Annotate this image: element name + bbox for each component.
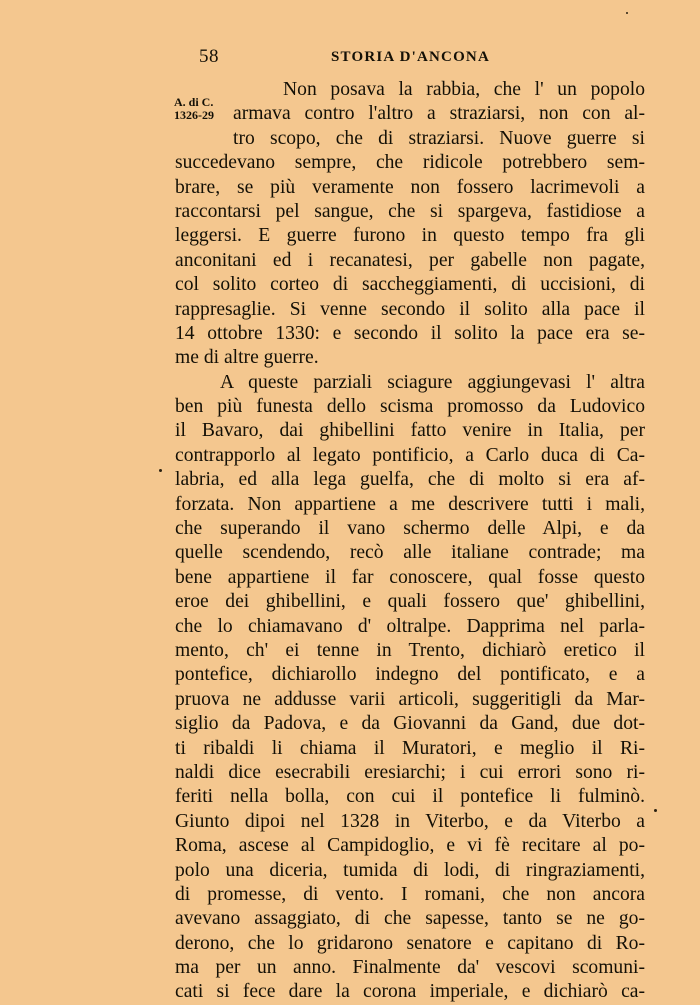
text-line: succedevano sempre, che ridicole potrebbero sem- xyxy=(175,152,645,174)
text-line: leggersi. E guerre furono in questo tempo fra gli xyxy=(175,225,645,247)
text-line: raccontarsi pel sangue, che si spargeva, fastidiose a xyxy=(175,200,645,222)
text-line: siglio da Padova, e da Giovanni da Gand, due dot- xyxy=(175,713,645,735)
text-line: labria, ed alla lega guelfa, che di molto si era af- xyxy=(175,469,645,491)
text-line: ma per un anno. Finalmente da' vescovi scomuni- xyxy=(175,957,645,979)
text-line: avevano assaggiato, di che sapesse, tanto se ne go- xyxy=(175,908,645,930)
text-line: armava contro l'altro a straziarsi, non con al- xyxy=(233,103,645,125)
text-line: mento, ch' ei tenne in Trento, dichiarò eretico il xyxy=(175,639,645,661)
text-line: che superando il vano schermo delle Alpi, e da xyxy=(175,518,645,540)
ink-speck xyxy=(626,12,628,14)
text-line: forzata. Non appartiene a me descrivere tutti i mali, xyxy=(175,493,645,515)
text-line: ti ribaldi li chiama il Muratori, e meglio il Ri- xyxy=(175,737,645,759)
text-line: rappresaglie. Si venne secondo il solito alla pace il xyxy=(175,298,645,320)
running-title: STORIA D'ANCONA xyxy=(331,49,490,65)
text-line: bene appartiene il far conoscere, qual fosse questo xyxy=(175,566,645,588)
text-line: naldi dice esecrabili eresiarchi; i cui errori sono ri- xyxy=(175,761,645,783)
margin-note-years: 1326-29 xyxy=(174,108,214,122)
text-line: anconitani ed i recanatesi, per gabelle non pagate, xyxy=(175,249,645,271)
text-line: che lo chiamavano d' oltralpe. Dapprima nel parla- xyxy=(175,615,645,637)
text-line: cati si fece dare la corona imperiale, e dichiarò ca- xyxy=(175,981,645,1003)
body-text xyxy=(175,78,645,1005)
text-line: 14 ottobre 1330: e secondo il solito la pace era se- xyxy=(175,322,645,344)
text-line: col solito corteo di saccheggiamenti, di uccisioni, di xyxy=(175,274,645,296)
text-line: feriti nella bolla, con cui il pontefice li fulminò. xyxy=(175,786,645,808)
text-line: contrapporlo al legato pontificio, a Carlo duca di Ca- xyxy=(175,444,645,466)
text-line: eroe dei ghibellini, e quali fossero que' ghibellini, xyxy=(175,591,645,613)
text-line: derono, che lo gridarono senatore e capitano di Ro- xyxy=(175,932,645,954)
text-line: di promesse, di vento. I romani, che non ancora xyxy=(175,883,645,905)
text-line: Roma, ascese al Campidoglio, e vi fè recitare al po- xyxy=(175,835,645,857)
text-line: il Bavaro, dai ghibellini fatto venire in Italia, per xyxy=(175,420,645,442)
margin-note-era: A. di C. xyxy=(174,95,214,109)
ink-speck xyxy=(654,809,657,812)
text-line: ben più funesta dello scisma promosso da Ludovico xyxy=(175,396,645,418)
text-line: brare, se più veramente non fossero lacrimevoli a xyxy=(175,176,645,198)
text-line: tro scopo, che di straziarsi. Nuove guerre si xyxy=(233,127,645,149)
ink-speck xyxy=(159,469,162,472)
text-line: pruova ne addusse varii articoli, suggeritigli da Mar- xyxy=(175,688,645,710)
text-line: A queste parziali sciagure aggiungevasi l' altra xyxy=(220,371,645,393)
text-line: Non posava la rabbia, che l' un popolo xyxy=(283,79,645,100)
text-line: pontefice, dichiarollo indegno del pontificato, e a xyxy=(175,664,645,686)
page-header xyxy=(0,46,700,72)
text-line: Giunto dipoi nel 1328 in Viterbo, e da Viterbo a xyxy=(175,810,645,832)
text-line: me di altre guerre. xyxy=(175,347,319,369)
page-number: 58 xyxy=(199,46,219,67)
text-line: polo una diceria, tumida di lodi, di ringraziamenti, xyxy=(175,859,645,881)
text-line: quelle scendendo, recò alle italiane contrade; ma xyxy=(175,542,645,564)
